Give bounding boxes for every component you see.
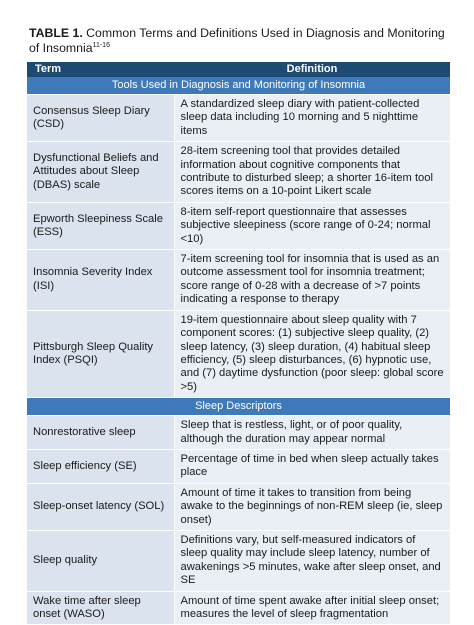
definition-cell: 19-item questionnaire about sleep quality with 7 component scores: (1) subjective sleep quality, (2) sleep latency, (3) sleep duration, (4) habitual sleep efficiency, (5) sleep disturbances, (6) hypnotic use, and (7) daytime dysfunction (poor sleep: global score >5) xyxy=(174,310,450,397)
definition-cell: Definitions vary, but self-measured indicators of sleep quality may include sleep latency, number of awakenings >5 minutes, wake after sleep onset, and SE xyxy=(174,530,450,591)
table-row xyxy=(27,483,450,530)
section-header-sleep-descriptors xyxy=(27,398,450,416)
table-row xyxy=(27,250,450,311)
table-row xyxy=(27,530,450,591)
term-cell: Insomnia Severity Index (ISI) xyxy=(27,250,174,311)
table-row xyxy=(27,95,450,142)
definition-cell: 28-item screening tool that provides detailed information about cognitive components that contribute to disturbed sleep; a shorter 16-item tool scores items on a 10-point Likert scale xyxy=(174,142,450,203)
table-row xyxy=(27,310,450,397)
table-label: TABLE 1. xyxy=(29,26,83,40)
table-row xyxy=(27,591,450,625)
section-title: Tools Used in Diagnosis and Monitoring of Insomnia xyxy=(27,77,450,95)
term-cell: Nonrestorative sleep xyxy=(27,416,174,450)
definition-cell: Amount of time it takes to transition from being awake to the beginnings of non-REM sleep (ie, sleep onset) xyxy=(174,483,450,530)
definition-cell: 7-item screening tool for insomnia that is used as an outcome assessment tool for insomnia treatment; score range of 0-28 with a decrease of >7 points indicating a response to therapy xyxy=(174,250,450,311)
section-header-tools xyxy=(27,77,450,95)
column-header-definition: Definition xyxy=(174,62,450,77)
term-cell: Pittsburgh Sleep Quality Index (PSQI) xyxy=(27,310,174,397)
table-caption xyxy=(29,26,449,56)
definition-cell: Sleep that is restless, light, or of poor quality, although the duration may appear normal xyxy=(174,416,450,450)
term-cell: Wake time after sleep onset (WASO) xyxy=(27,591,174,625)
definition-cell: Percentage of time in bed when sleep actually takes place xyxy=(174,449,450,483)
definition-cell: A standardized sleep diary with patient-collected sleep data including 10 morning and 5 nighttime items xyxy=(174,95,450,142)
column-header-term: Term xyxy=(27,62,174,77)
table-row xyxy=(27,202,450,249)
term-cell: Sleep quality xyxy=(27,530,174,591)
caption-references: 11-16 xyxy=(92,41,110,49)
term-cell: Consensus Sleep Diary (CSD) xyxy=(27,95,174,142)
definition-cell: 8-item self-report questionnaire that assesses subjective sleepiness (score range of 0-24; normal <10) xyxy=(174,202,450,249)
table-row xyxy=(27,142,450,203)
section-title: Sleep Descriptors xyxy=(27,398,450,416)
table-header-row xyxy=(27,62,450,77)
caption-text: Common Terms and Definitions Used in Diagnosis and Monitoring of Insomnia xyxy=(29,26,445,55)
term-cell: Sleep efficiency (SE) xyxy=(27,449,174,483)
term-cell: Sleep-onset latency (SOL) xyxy=(27,483,174,530)
term-cell: Dysfunctional Beliefs and Attitudes about Sleep (DBAS) scale xyxy=(27,142,174,203)
table-row xyxy=(27,416,450,450)
definitions-table xyxy=(27,62,450,625)
definition-cell: Amount of time spent awake after initial sleep onset; measures the level of sleep fragmentation xyxy=(174,591,450,625)
table-row xyxy=(27,449,450,483)
term-cell: Epworth Sleepiness Scale (ESS) xyxy=(27,202,174,249)
